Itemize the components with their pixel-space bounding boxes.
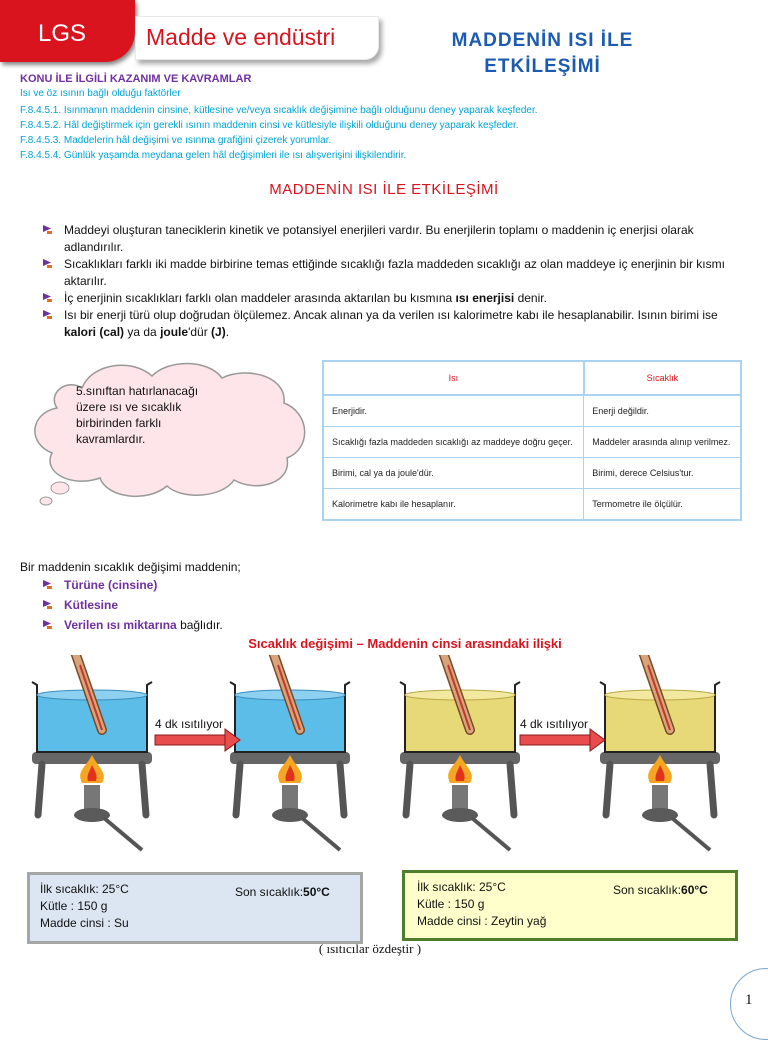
heaters-note: ( ısıtıcılar özdeştir ) <box>318 941 422 956</box>
objectives-heading: KONU İLE İLGİLİ KAZANIM VE KAVRAMLAR <box>20 73 252 85</box>
bullet-text: ya da <box>124 325 161 339</box>
final-temp-label: Son sıcaklık: <box>613 883 682 897</box>
table-header-row <box>323 361 741 395</box>
bullet-text: Sıcaklıkları farklı iki madde birbirine temas ettiğinde sıcaklığı fazla maddeden sıcaklığı az olan maddeye iç enerjinin bir kısmı aktarılır. <box>64 257 725 288</box>
unit-title: Madde ve endüstri <box>146 24 336 50</box>
table-row <box>323 427 741 458</box>
bullet-text: . <box>225 325 230 339</box>
bullet-item <box>40 222 752 256</box>
beaker-water-before <box>32 655 152 850</box>
mass: Kütle : 150 g <box>417 897 485 911</box>
factors-intro: Bir maddenin sıcaklık değişimi maddenin; <box>20 560 241 574</box>
bullet-text: denir. <box>514 291 547 305</box>
factor-item <box>40 575 223 595</box>
bullet-bold: joule <box>160 325 189 339</box>
objective-item: F.8.4.5.4. Günlük yaşamda meydana gelen hâl değişimleri ile ısı alışverişini ilişkilendirir. <box>20 150 407 161</box>
lgs-label: LGS <box>38 20 87 47</box>
bullet-item <box>40 256 752 290</box>
mass: Kütle : 150 g <box>40 899 108 913</box>
heat-temperature-table <box>322 360 742 521</box>
beaker-oil-after <box>600 655 720 850</box>
water-info-box <box>27 872 363 944</box>
initial-temp: İlk sıcaklık: 25°C <box>417 880 506 894</box>
bullet-list <box>40 222 752 341</box>
factor-text: Türüne (cinsine) <box>64 578 158 592</box>
bullet-text: Maddeyi oluşturan taneciklerin kinetik ve potansiyel enerjileri vardır. Bu enerjilerin toplamı o maddenin iç enerjisi olarak adlandırılır. <box>64 223 694 254</box>
objective-item: F.8.4.5.3. Maddelerin hâl değişimi ve ısınma grafiğini çizerek yorumlar. <box>20 135 332 146</box>
factor-item <box>40 615 223 635</box>
factor-text: Kütlesine <box>64 598 119 612</box>
objective-item: Isı ve öz ısının bağlı olduğu faktörler <box>20 88 181 99</box>
table-cell: Birimi, cal ya da joule'dür. <box>323 458 584 489</box>
bullet-marker-icon <box>42 257 53 268</box>
bullet-marker-icon <box>42 578 53 589</box>
bullet-marker-icon <box>42 291 53 302</box>
factors-list <box>40 575 223 635</box>
final-temp <box>235 884 330 901</box>
page-number: 1 <box>745 992 753 1008</box>
experiment-illustration <box>0 655 768 865</box>
table-cell: Termometre ile ölçülür. <box>584 489 741 521</box>
table-row <box>323 458 741 489</box>
final-temp-value: 50°C <box>303 885 330 899</box>
final-temp-label: Son sıcaklık: <box>235 885 304 899</box>
factor-text: Verilen ısı miktarına <box>64 618 177 632</box>
heating-arrow-icon <box>155 729 240 751</box>
table-row <box>323 489 741 521</box>
bullet-item <box>40 290 752 307</box>
table-header-cell: Isı <box>323 361 584 395</box>
table-cell: Maddeler arasında alınıp verilmez. <box>584 427 741 458</box>
final-temp-value: 60°C <box>681 883 708 897</box>
factor-item <box>40 595 223 615</box>
bullet-text: Isı bir enerji türü olup doğrudan ölçülemez. Ancak alınan ya da verilen ısı kalorimetre kabı ile hesaplanabilir. Isının birimi ise <box>64 308 718 322</box>
bullet-bold: kalori (cal) <box>64 325 125 339</box>
final-temp <box>613 882 708 899</box>
table-cell: Kalorimetre kabı ile hesaplanır. <box>323 489 584 521</box>
substance-type: Madde cinsi : Su <box>40 916 129 930</box>
table-row <box>323 395 741 427</box>
bullet-marker-icon <box>42 618 53 629</box>
page-title-line2: ETKİLEŞİMİ <box>484 56 601 77</box>
beaker-oil-before <box>400 655 520 850</box>
initial-temp: İlk sıcaklık: 25°C <box>40 882 129 896</box>
table-header-cell: Sıcaklık <box>584 361 741 395</box>
bullet-marker-icon <box>42 308 53 319</box>
oil-info-box <box>402 870 738 941</box>
beaker-water-after <box>230 655 350 850</box>
table-cell: Enerji değildir. <box>584 395 741 427</box>
bullet-text: İç enerjinin sıcaklıkları farklı olan maddeler arasında aktarılan bu kısmına <box>64 291 456 305</box>
table-cell: Enerjidir. <box>323 395 584 427</box>
substance-type: Madde cinsi : Zeytin yağ <box>417 914 547 928</box>
arrow-label: 4 dk ısıtılıyor <box>520 717 589 731</box>
arrow-label: 4 dk ısıtılıyor <box>155 717 224 731</box>
objective-item: F.8.4.5.1. Isınmanın maddenin cinsine, kütlesine ve/veya sıcaklık değişimine bağlı olduğunu deney yaparak keşfeder. <box>20 105 538 116</box>
factor-suffix: bağlıdır. <box>176 618 223 632</box>
bullet-bold: (J) <box>211 325 226 339</box>
bullet-item <box>40 307 752 341</box>
page-title <box>395 28 690 80</box>
table-cell: Birimi, derece Celsius'tur. <box>584 458 741 489</box>
section-title: MADDENİN ISI İLE ETKİLEŞİMİ <box>269 181 499 198</box>
bullet-marker-icon <box>42 223 53 234</box>
bullet-marker-icon <box>42 598 53 609</box>
heating-arrow-icon <box>520 729 605 751</box>
table-cell: Sıcaklığı fazla maddeden sıcaklığı az maddeye doğru geçer. <box>323 427 584 458</box>
objective-item: F.8.4.5.2. Hâl değiştirmek için gerekli ısının maddenin cinsi ve kütlesiyle ilişkili olduğunu deney yaparak keşfeder. <box>20 120 519 131</box>
page-title-line1: MADDENİN ISI İLE <box>451 30 634 51</box>
cloud-text: 5.sınıftan hatırlanacağı üzere ısı ve sıcaklık birbirinden farklı kavramlardır. <box>76 384 199 446</box>
bullet-text: 'dür <box>188 325 212 339</box>
bullet-bold: ısı enerjisi <box>455 291 515 305</box>
experiment-title: Sıcaklık değişimi – Maddenin cinsi arasındaki ilişki <box>248 636 562 651</box>
